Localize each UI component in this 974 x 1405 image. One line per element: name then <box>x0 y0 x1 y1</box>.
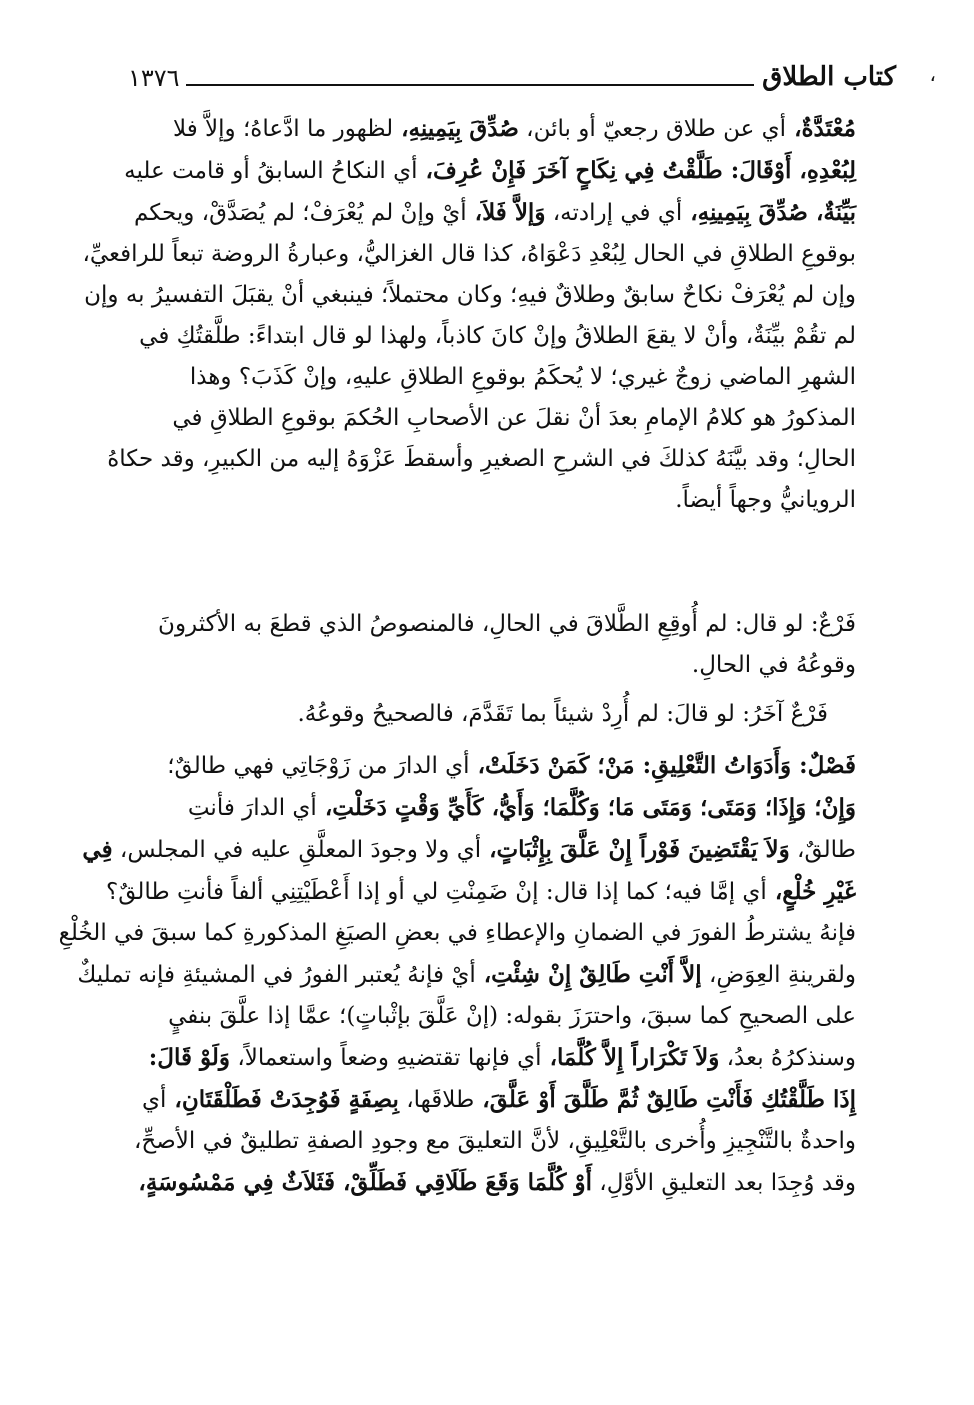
text-line <box>82 234 856 275</box>
matn-segment: إِذَا طَلَّقْتُكِ فَأَنْتِ طَالِقٌ ثُمَّ طَلَّقَ أَوْ عَلَّقَ، <box>474 1086 856 1113</box>
paragraph-fasl-taaliq <box>58 745 856 1204</box>
sharh-segment: لم تقُمْ بيِّنَةٌ، وأنْ لا يقعَ الطلاقُ وإنْ كانَ كاذباً، ولهذا لو قال ابتداءً: طلَّقتُكِ في <box>139 323 856 349</box>
sharh-segment: فَرْعٌ آخَرُ: لو قالَ: لم أُرِدْ شيئاً بما تَقَدَّمَ، فالصحيحُ وقوعُهُ. <box>297 701 828 727</box>
matn-segment: مُعْتَدَّةٌ، <box>786 115 856 142</box>
sharh-segment: أيْ وإنْ لم يُعْرَفْ؛ لم يُصَدَّقْ، ويحكم <box>133 200 467 226</box>
text-line <box>100 357 856 398</box>
sharh-segment: أي النكاحُ السابقُ أو قامت عليه <box>124 158 418 184</box>
text-line <box>100 1037 856 1079</box>
sharh-segment: الرويانيُّ وجهاً أيضاً. <box>675 487 856 513</box>
matn-segment: فَصْلٌ: وَأَدَوَاتُ التَّعْلِيقِ: مَنْ؛ كَمَنْ دَخَلَتْ، <box>469 752 856 779</box>
text-line <box>77 954 856 996</box>
paragraph-far3 <box>100 604 856 686</box>
matn-segment: لِبُعْدِهِ، أَوْقَالَ: طَلَّقْتُ فِي نِكَاحٍ آخَرَ فَإِنْ عُرِفَ، <box>417 157 856 184</box>
matn-segment: صُدِّقَ بِيَمِينِهِ، <box>393 115 519 142</box>
sharh-segment: أي الدارَ فأنتِ <box>187 795 317 821</box>
sharh-segment: بوقوعِ الطلاقِ في الحال لِبُعْدِ دَعْوَاهُ، كذا قال الغزاليُّ، وعبارةُ الروضة تبعاً للرافعيِّ، <box>82 241 856 267</box>
header-title: كتاب الطلاق <box>762 62 896 92</box>
matn-segment: وَلاَ تَكْرَاراً إِلاَّ كُلَّمَا، <box>541 1044 720 1071</box>
sharh-segment: أي الدارَ من زَوْجَاتِي فهي طالقٌ؛ <box>167 753 470 779</box>
matn-segment: وَإلاَّ فَلاَ، <box>466 199 546 226</box>
sharh-segment: واحدةٌ بالتَّنْجِيزِ وأُخرى بالتَّعْلِيقِ، لأنَّ التعليقَ مع وجودِ الصفةِ تطليقٌ في الأصحِّ، <box>133 1128 856 1154</box>
sharh-segment: فإنهُ يشترطُ الفورَ في الضمانِ والإعطاءِ في بعضِ الصيَغِ المذكورةِ كما سبقَ في الخُلْعِ <box>58 920 856 946</box>
matn-segment: فِي <box>82 836 113 863</box>
sharh-segment: فَرْعٌ: لو قال: لم أُوقِعِ الطَّلاقَ في الحالِ، فالمنصوصُ الذي قطعَ به الأكثرونَ <box>158 611 856 637</box>
text-line <box>100 604 856 645</box>
text-line <box>100 1079 856 1121</box>
sharh-segment: أيْ فإنهُ يُعتبر الفورُ في المشيئةِ فإنه تمليكٌ <box>77 962 476 988</box>
text-line <box>100 108 856 150</box>
text-line <box>82 829 856 871</box>
sharh-segment: أي في إرادته، <box>545 200 683 226</box>
matn-segment: غَيْرِ خُلْعٍ، <box>766 878 856 905</box>
paragraph-far3-akhar <box>100 694 856 735</box>
text-line <box>100 871 856 913</box>
sharh-segment: ولقرينةِ العِوَضِ، <box>701 962 856 988</box>
matn-segment: إلاَّ أَنْتِ طَالِقٌ إِنْ شِئْتِ، <box>475 961 702 988</box>
text-line <box>100 1121 856 1162</box>
sharh-segment: أي <box>141 1087 167 1113</box>
text-line <box>100 787 856 829</box>
matn-segment: أَوْ كُلَّمَا وَقَعَ طَلَاقِي فَطَلِّقْ، فَثَلاَثٌ فِي مَمْسُوسَةٍ، <box>138 1169 592 1196</box>
sharh-segment: أي ولا وجودَ المعلَّقِ عليه في المجلس، <box>112 837 482 863</box>
sharh-segment: وإن لم يُعْرَفْ نكاحٌ سابقٌ وطلاقٌ فيهِ؛ وكان محتملاً؛ فينبغي أنْ يقبَلَ التفسيرُ به وإن <box>84 282 856 308</box>
matn-segment: وَلاَ يَقْتَضِينَ فَوْراً إِنْ عَلَّقَ بِإِثْبَاتٍ، <box>481 836 790 863</box>
text-line <box>100 439 856 480</box>
sharh-segment: طالقٌ، <box>789 837 856 863</box>
text-line <box>58 913 856 954</box>
running-header <box>128 58 936 92</box>
sharh-segment: أي عن طلاق رجعيّ أو بائن، <box>518 116 787 142</box>
text-line <box>100 192 856 234</box>
matn-segment: بِصِفَةٍ فَوُجِدَتْ فَطَلْقَتَانِ، <box>166 1086 399 1113</box>
text-line <box>100 480 856 521</box>
text-line <box>100 645 856 686</box>
text-line <box>100 996 856 1037</box>
sharh-segment: لظهور ما ادَّعاهُ؛ وإلاَّ فلا <box>173 116 394 142</box>
page-body <box>58 108 856 1204</box>
matn-segment: وَإِنْ؛ وَإِذَا؛ وَمَتَى؛ وَمَتَى مَا؛ وَكُلَّمَا؛ وَأَيُّ، كَأَيِّ وَقْتٍ دَخَلْتِ، <box>316 794 856 821</box>
header-rule <box>186 84 755 86</box>
text-line <box>100 316 856 357</box>
text-line <box>100 398 856 439</box>
sharh-segment: أي إمَّا فيه؛ كما إذا قال: إنْ ضَمِنْتِ لي أو إذا أَعْطَيْتِنِي ألفاً فأنتِ طالقٌ؟ <box>106 879 767 905</box>
sharh-segment: الحالِ؛ وقد بيَّنَهُ كذلكَ في الشرحِ الصغيرِ وأسقطَ عَزْوَهُ إليه من الكبيرِ، وقد حكاهُ <box>107 446 856 472</box>
text-line <box>100 745 856 787</box>
sharh-segment: وقد وُجِدَا بعد التعليقِ الأوَّلِ، <box>591 1170 856 1196</box>
matn-segment: بَيِّنَةٌ، صُدِّقَ بِيَمِينِهِ، <box>682 199 856 226</box>
paragraph-1 <box>82 108 856 600</box>
sharh-segment: وقوعُهُ في الحالِ. <box>691 652 856 678</box>
text-line <box>100 694 828 735</box>
matn-segment: وَلَوْ قَالَ: <box>148 1044 231 1071</box>
text-line <box>100 150 856 192</box>
sharh-segment: طلاقَها، <box>398 1087 475 1113</box>
sharh-segment: أي فإنها تقتضيهِ وضعاً واستعمالاً، <box>230 1045 542 1071</box>
sharh-segment: وسنذكرُهُ بعدُ، <box>719 1045 856 1071</box>
text-line <box>84 275 856 316</box>
text-line <box>100 1162 856 1204</box>
sharh-segment: الشهرِ الماضي زوجٌ غيري؛ لا يُحكَمُ بوقوعِ الطلاقِ عليهِ، وإنْ كَذَبَ؟ وهذا <box>189 364 856 390</box>
page-number: ١٣٧٦ <box>128 64 180 92</box>
sharh-segment: على الصحيحِ كما سبقَ، واحترَزَ بقوله: (إنْ عَلَّقَ بإثْباتٍ)؛ عمَّا إذا علَّقَ بنفيٍ <box>168 1003 856 1029</box>
margin-mark: ، <box>929 62 936 86</box>
sharh-segment: المذكورُ هو كلامُ الإمامِ بعدَ أنْ نقلَ عن الأصحابِ الحُكمَ بوقوعِ الطلاقِ في <box>172 405 856 431</box>
